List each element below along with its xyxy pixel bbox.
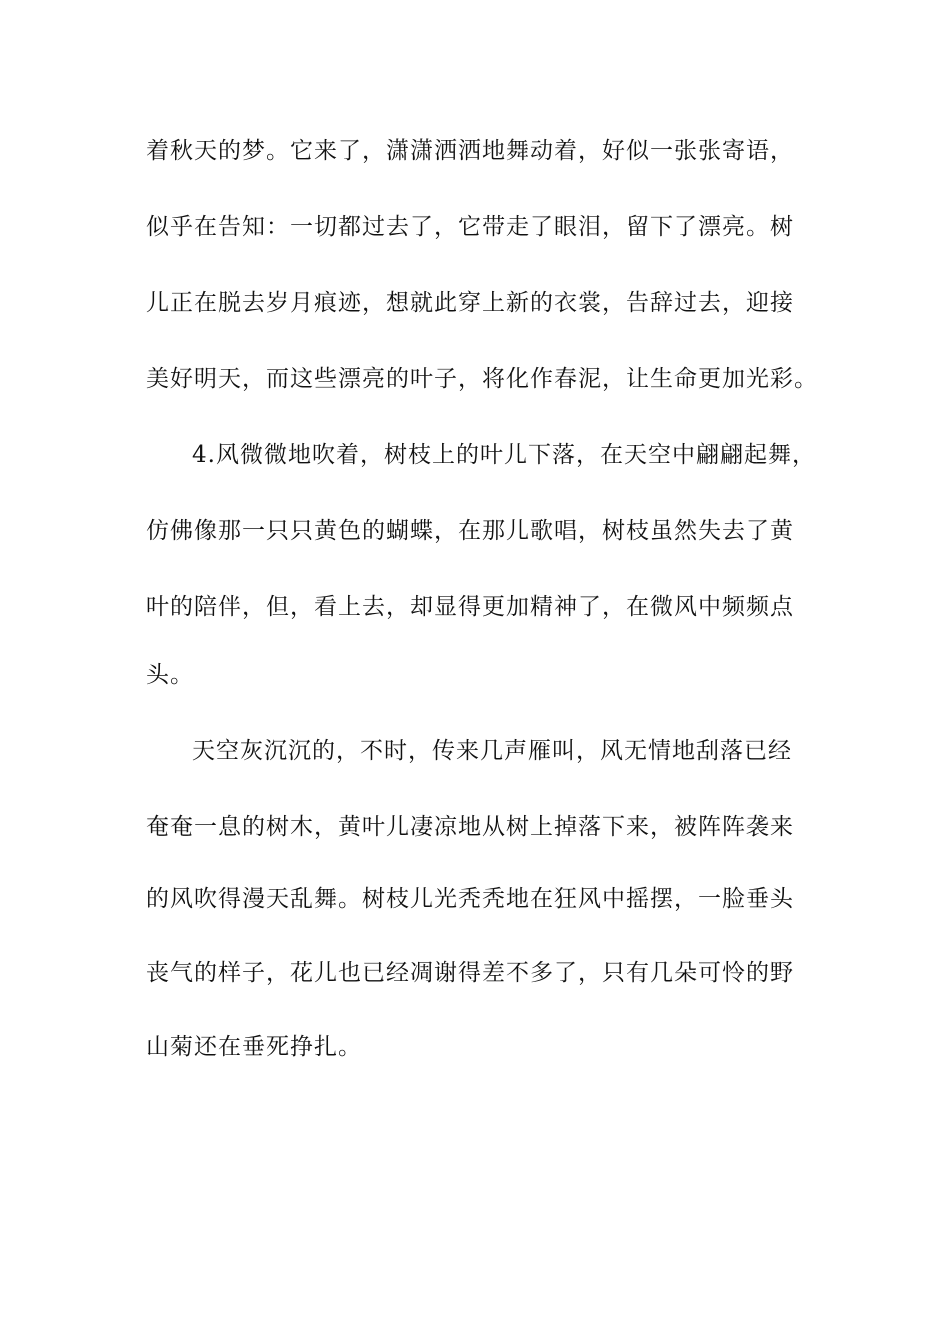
- paragraph-line: 似乎在告知：一切都过去了，它带走了眼泪，留下了漂亮。树: [146, 214, 794, 240]
- paragraph-line: 丧气的样子，花儿也已经凋谢得差不多了，只有几朵可怜的野: [146, 960, 794, 986]
- paragraph-line: 仿佛像那一只只黄色的蝴蝶，在那儿歌唱，树枝虽然失去了黄: [146, 518, 794, 544]
- paragraph-line: 天空灰沉沉的，不时，传来几声雁叫，风无情地刮落已经: [192, 738, 792, 764]
- paragraph-line: 头。: [146, 662, 194, 688]
- paragraph-line: 山菊还在垂死挣扎。: [146, 1034, 362, 1060]
- paragraph-line: 美好明天，而这些漂亮的叶子，将化作春泥，让生命更加光彩。: [146, 366, 818, 392]
- paragraph-line: 4.风微微地吹着，树枝上的叶儿下落，在天空中翩翩起舞，: [192, 442, 816, 468]
- paragraph-line: 奄奄一息的树木，黄叶儿凄凉地从树上掉落下来，被阵阵袭来: [146, 814, 794, 840]
- paragraph-line: 叶的陪伴，但，看上去，却显得更加精神了，在微风中频频点: [146, 594, 794, 620]
- paragraph-line: 的风吹得漫天乱舞。树枝儿光秃秃地在狂风中摇摆，一脸垂头: [146, 886, 794, 912]
- paragraph-line: 儿正在脱去岁月痕迹，想就此穿上新的衣裳，告辞过去，迎接: [146, 290, 794, 316]
- paragraph-line: 着秋天的梦。它来了，潇潇洒洒地舞动着，好似一张张寄语，: [146, 138, 794, 164]
